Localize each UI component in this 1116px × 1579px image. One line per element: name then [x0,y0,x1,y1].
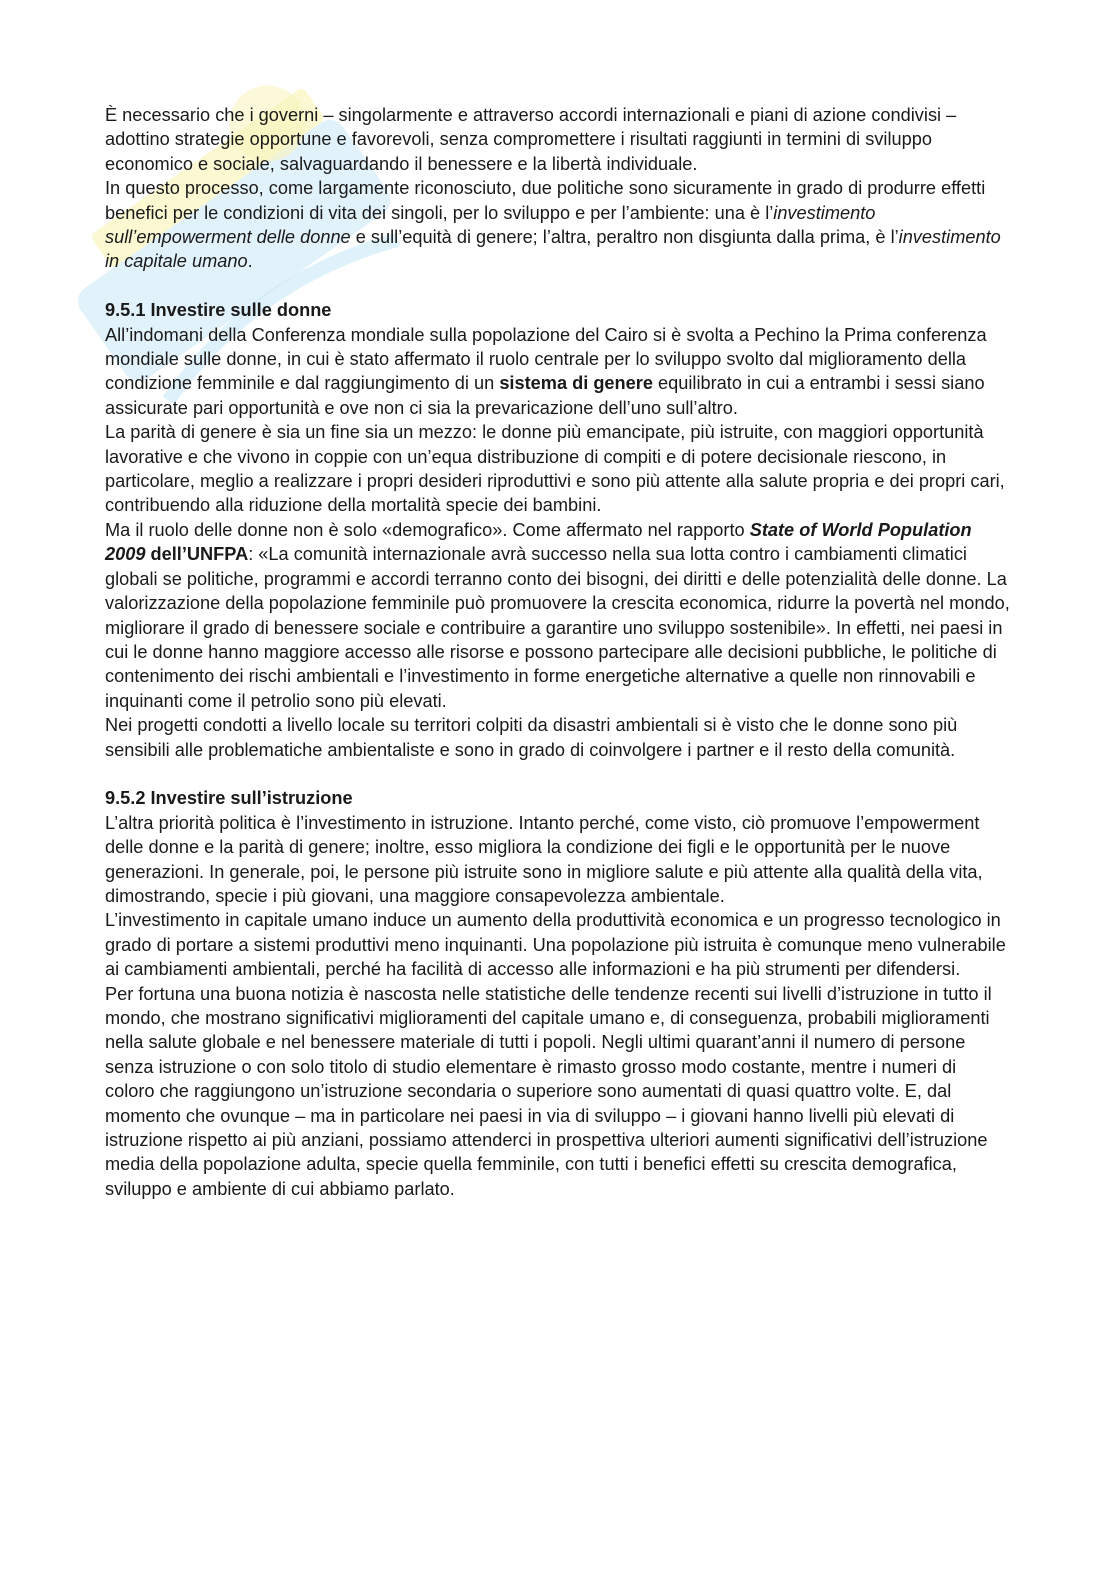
section-heading-1: 9.5.1 Investire sulle donne [105,300,332,321]
section1-p1-strong: sistema di genere [499,373,653,394]
section2-paragraph-2: L’investimento in capitale umano induce un aumento della produttività economica e un progresso tecnologico in grado di portare a sistemi produttivi meno inquinanti. Una popolazione più istruita è comunque meno vulnerabile ai cambiamenti ambientali, perché ha facilità di accesso alle informazioni e ha più strumenti per difendersi. [105,910,1006,980]
section-heading-2: 9.5.2 Investire sull’istruzione [105,788,353,809]
intro-paragraph-1: È necessario che i governi – singolarmente e attraverso accordi internazionali e piani di azione condivisi – adottino strategie opportune e favorevoli, senza compromettere i risultati raggiunti in termini di sviluppo economico e sociale, salvaguardando il benessere e la libertà individuale. [105,105,957,174]
section1-p3-org: dell’UNFPA [145,544,249,565]
intro-p2-text-a: In questo processo, come largamente riconosciuto, due politiche sono sicuramente in grado di produrre effetti benefici per le condizioni di vita dei singoli, per lo sviluppo e per l’ambiente: una è l’ [105,178,986,223]
section2-paragraph-1: L’altra priorità politica è l’investimento in istruzione. Intanto perché, come visto, ciò promuove l’empowerment delle donne e la parità di genere; inoltre, esso migliora la condizione dei figli e le opportunità per le nuove generazioni. In generale, poi, le persone più istruite sono in migliore salute e più attente alla qualità della vita, dimostrando, specie i più giovani, una maggiore consapevolezza ambientale. [105,812,983,906]
section1-paragraph-1 [105,323,1010,421]
section1-paragraph-3 [105,518,1010,713]
intro-p2-text-c: . [247,251,253,272]
intro-p2-emphasis-1: investimento sull’empowerment delle donne [105,202,876,248]
section1-p3-text-b: : «La comunità internazionale avrà successo nella sua lotta contro i cambiamenti climatici globali se politiche, programmi e accordi terranno conto dei bisogni, dei diritti e delle potenzialità delle donne. La valorizzazione della popolazione femminile può promuovere la crescita economica, ridurre la povertà nel mondo, migliorare il grado di benessere sociale e contribuire a garantire uno sviluppo sostenibile». In effetti, nei paesi in cui le donne hanno maggiore accesso alle risorse e possono partecipare alle decisioni pubbliche, le politiche di contenimento dei rischi ambientali e l’investimento in forme energetiche alternative a quelle non rinnovabili e inquinanti come il petrolio sono più elevati. [105,544,1010,711]
section1-paragraph-2: La parità di genere è sia un fine sia un mezzo: le donne più emancipate, più istruite, con maggiori opportunità lavorative e che vivono in coppie con un’equa distribuzione di compiti e di potere decisionale riescono, in particolare, meglio a realizzare i propri desideri riproduttivi e sono più attente alla salute propria e dei propri cari, contribuendo alla riduzione della mortalità specie dei bambini. [105,422,1005,516]
section1-paragraph-4: Nei progetti condotti a livello locale su territori colpiti da disastri ambientali si è visto che le donne sono più sensibili alle problematiche ambientaliste e sono in grado di coinvolgere i partner e il resto della comunità. [105,715,958,760]
section1-p1-text-b: equilibrato in cui a entrambi i sessi siano assicurate pari opportunità e ove non ci sia la prevaricazione dell’uno sull’altro. [105,373,985,418]
section1-p3-report-title: State of World Population 2009 [105,519,972,565]
document-page [105,103,1010,1201]
section1-p1-text-a: All’indomani della Conferenza mondiale sulla popolazione del Cairo si è svolta a Pechino la Prima conferenza mondiale sulle donne, in cui è stato affermato il ruolo centrale per lo sviluppo svolto dal miglioramento della condizione femminile e dal raggiungimento di un [105,324,987,394]
intro-paragraph-2 [105,176,1010,274]
intro-p2-text-b: e sull’equità di genere; l’altra, peraltro non disgiunta dalla prima, è l’ [350,227,899,248]
intro-p2-emphasis-2: investimento in capitale umano [105,227,1001,272]
spacer [105,762,1010,786]
spacer [105,274,1010,298]
section2-paragraph-3: Per fortuna una buona notizia è nascosta nelle statistiche delle tendenze recenti sui livelli d’istruzione in tutto il mondo, che mostrano significativi miglioramenti del capitale umano e, di conseguenza, probabili miglioramenti nella salute globale e nel benessere materiale di tutti i popoli. Negli ultimi quarant’anni il numero di persone senza istruzione o con solo titolo di studio elementare è rimasto grosso modo costante, mentre i numeri di coloro che raggiungono un’istruzione secondaria o superiore sono aumentati di quasi quattro volte. E, dal momento che ovunque – ma in particolare nei paesi in via di sviluppo – i giovani hanno livelli più elevati di istruzione rispetto ai più anziani, possiamo attenderci in prospettiva ulteriori aumenti significativi dell’istruzione media della popolazione adulta, specie quella femminile, con tutti i benefici effetti su crescita demografica, sviluppo e ambiente di cui abbiamo parlato. [105,983,992,1199]
section1-p3-text-a: Ma il ruolo delle donne non è solo «demografico». Come affermato nel rapporto [105,519,750,540]
